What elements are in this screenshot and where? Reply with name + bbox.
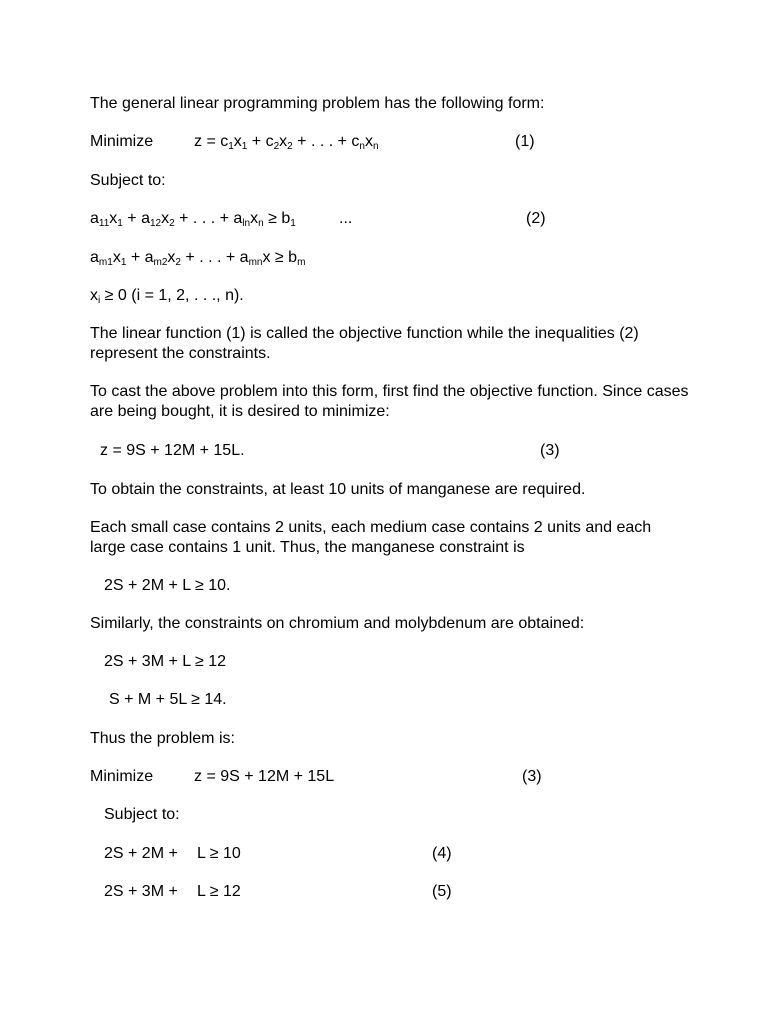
constraint-4-right: L ≥ 10 bbox=[197, 845, 241, 862]
final-objective: z = 9S + 12M + 15L bbox=[194, 768, 335, 785]
constraint-5-left: 2S + 3M + bbox=[104, 883, 178, 900]
constraint-ellipsis: ... bbox=[339, 210, 353, 227]
final-subject-to-label: Subject to: bbox=[104, 806, 180, 823]
equation-3-text: z = 9S + 12M + 15L. bbox=[100, 442, 245, 459]
minimize-label: Minimize bbox=[90, 133, 154, 150]
general-constraint-last: $a_{m1}x_1 + a_{m2}x_2$ + . . . + $a_{mn}x \ge b_m$ bbox=[90, 249, 306, 268]
manganese-constraint: 2S + 2M + L ≥ 10. bbox=[104, 577, 231, 594]
molybdenum-constraint: S + M + 5L ≥ 14. bbox=[109, 691, 227, 708]
constraint-5-right: L ≥ 12 bbox=[197, 883, 241, 900]
subject-to-label: Subject to: bbox=[90, 172, 166, 189]
equation-number-2: (2) bbox=[526, 210, 546, 227]
final-minimize-label: Minimize bbox=[90, 768, 154, 785]
equation-number-3: (3) bbox=[540, 442, 560, 459]
paragraph-obtain-constraints: To obtain the constraints, at least 10 units of manganese are required. bbox=[90, 481, 586, 498]
equation-number-4: (4) bbox=[432, 845, 452, 862]
paragraph-cast-problem: To cast the above problem into this form, first find the objective function. Since cases are being bought, it is desired to minimize: bbox=[90, 383, 689, 420]
general-objective: $z = c_1x_1 + c_2x_2$ + . . . + $c_nx_n$ bbox=[194, 133, 379, 152]
paragraph-each-case: Each small case contains 2 units, each medium case contains 2 units and each large case contains 1 unit. Thus, the manganese constraint is bbox=[90, 519, 652, 556]
paragraph-similarly: Similarly, the constraints on chromium and molybdenum are obtained: bbox=[90, 615, 585, 632]
chromium-constraint: 2S + 3M + L ≥ 12 bbox=[104, 653, 227, 670]
thus-text: Thus the problem is: bbox=[90, 730, 235, 747]
equation-number-5: (5) bbox=[432, 883, 452, 900]
equation-number-1: (1) bbox=[515, 133, 535, 150]
paragraph-objective-function: The linear function (1) is called the objective function while the inequalities (2) represent the constraints. bbox=[90, 325, 639, 362]
constraint-4-left: 2S + 2M + bbox=[104, 845, 178, 862]
intro-text: The general linear programming problem has the following form: bbox=[90, 95, 545, 112]
nonnegativity-constraint: $x_i \ge 0$ (i = 1, 2, . . ., n). bbox=[90, 287, 244, 306]
final-equation-number-3: (3) bbox=[522, 768, 542, 785]
general-constraint-first: $a_{11}x_1 + a_{12}x_2$ + . . . + $a_{ln}x_n \ge b_1$ bbox=[90, 210, 296, 229]
